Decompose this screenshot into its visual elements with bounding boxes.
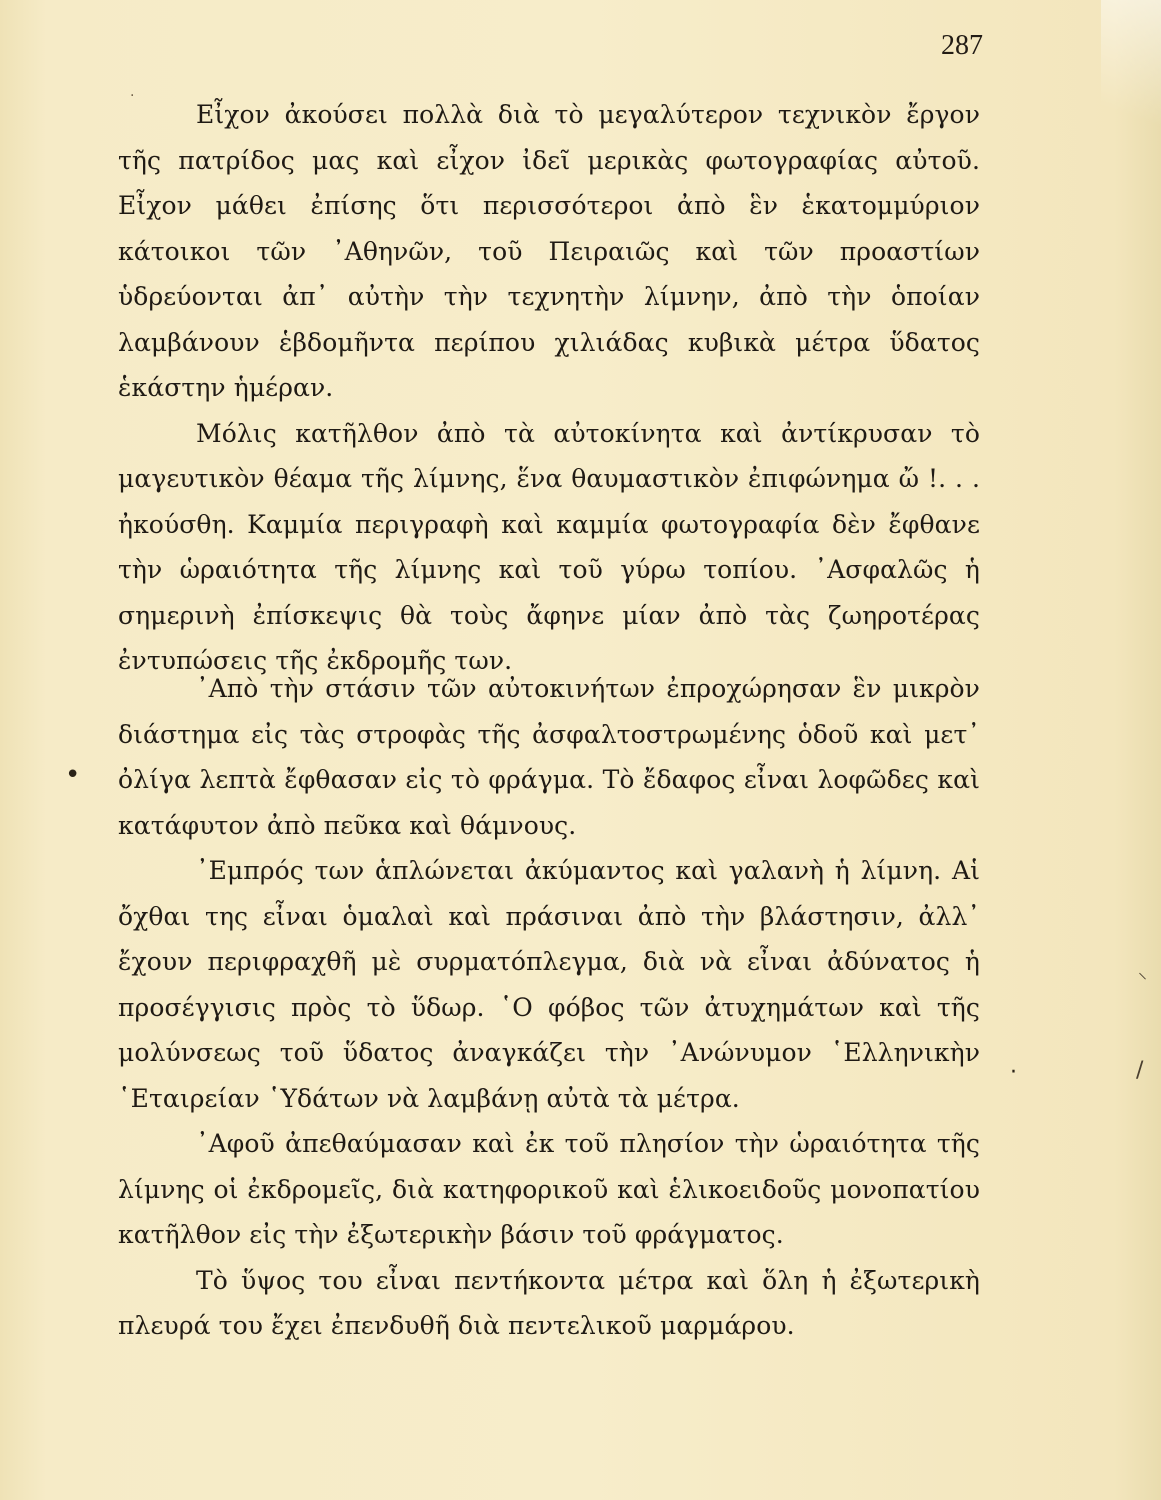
margin-dot-mark: · bbox=[1010, 1060, 1017, 1085]
scan-speck: · bbox=[130, 88, 135, 104]
paragraph: Τὸ ὕψος του εἶναι πεντήκοντα μέτρα καὶ ὅλη ἡ ἐξωτερικὴ πλευρά του ἔχει ἐπενδυθῆ διὰ πεντελικοῦ μαρμάρου. bbox=[118, 1265, 980, 1340]
paragraph: ᾿Εμπρός των ἁπλώνεται ἀκύμαντος καὶ γαλανὴ ἡ λίμνη. Αἱ ὄχθαι της εἶναι ὁμαλαὶ καὶ πράσιναι ἀπὸ τὴν βλάστησιν, ἀλλ᾿ ἔχουν περιφραχθῆ μὲ συρματόπλεγμα, διὰ νὰ εἶναι ἀδύνατος ἡ προσέγγισις πρὸς τὸ ὕδωρ. ῾Ο φόβος τῶν ἀτυχημάτων καὶ τῆς μολύνσεως τοῦ ὕδατος ἀναγκάζει τὴν ᾿Ανώνυμον ῾Ελληνικὴν ῾Εταιρείαν ῾Υδάτων νὰ λαμβάνῃ αὐτὰ τὰ μέτρα. bbox=[118, 856, 980, 1113]
margin-tick-mark: ⸜ bbox=[1138, 962, 1147, 983]
paragraph: Εἶχον ἀκούσει πολλὰ διὰ τὸ μεγαλύτερον τεχνικὸν ἔργον τῆς πατρίδος μας καὶ εἶχον ἰδεῖ μερικὰς φωτογραφίας αὐτοῦ. Εἶχον μάθει ἐπίσης ὅτι περισσότεροι ἀπὸ ἓν ἑκατομμύριον κάτοικοι τῶν ᾿Αθηνῶν, τοῦ Πειραιῶς καὶ τῶν προαστίων ὑδρεύονται ἀπ᾿ αὐτὴν τὴν τεχνητὴν λίμνην, ἀπὸ τὴν ὁποίαν λαμβάνουν ἑβδομῆντα περίπου χιλιάδας κυβικὰ μέτρα ὕδατος ἑκάστην ἡμέραν. bbox=[118, 100, 980, 402]
margin-slash-mark: / bbox=[1136, 1058, 1144, 1083]
paragraph: ᾿Αφοῦ ἀπεθαύμασαν καὶ ἐκ τοῦ πλησίον τὴν ὡραιότητα τῆς λίμνης οἱ ἐκδρομεῖς, διὰ κατηφορικοῦ καὶ ἑλικοειδοῦς μονοπατίου κατῆλθον εἰς τὴν ἐξωτερικὴν βάσιν τοῦ φράγματος. bbox=[118, 1129, 980, 1249]
page-number: 287 bbox=[941, 30, 983, 61]
paragraph: Μόλις κατῆλθον ἀπὸ τὰ αὐτοκίνητα καὶ ἀντίκρυσαν τὸ μαγευτικὸν θέαμα τῆς λίμνης, ἕνα θαυμαστικὸν ἐπιφώνημα ὤ !. . . ἠκούσθη. Καμμία περιγραφὴ καὶ καμμία φωτογραφία δὲν ἔφθανε τὴν ὡραιότητα τῆς λίμνης καὶ τοῦ γύρω τοπίου. ᾿Ασφαλῶς ἡ σημερινὴ ἐπίσκεψις θὰ τοὺς ἄφηνε μίαν ἀπὸ τὰς ζωηροτέρας ἐντυπώσεις τῆς ἐκδρομῆς των. bbox=[118, 418, 980, 675]
paragraph: ᾿Απὸ τὴν στάσιν τῶν αὐτοκινήτων ἐπροχώρησαν ἓν μικρὸν διάστημα εἰς τὰς στροφὰς τῆς ἀσφαλτοστρωμένης ὁδοῦ καὶ μετ᾿ ὀλίγα λεπτὰ ἔφθασαν εἰς τὸ φράγμα. Τὸ ἔδαφος εἶναι λοφῶδες καὶ κατάφυτον ἀπὸ πεῦκα καὶ θάμνους. bbox=[118, 674, 980, 840]
margin-dot-mark: • bbox=[65, 760, 81, 790]
text-block-lower bbox=[118, 666, 980, 1349]
text-block-upper bbox=[118, 92, 980, 684]
